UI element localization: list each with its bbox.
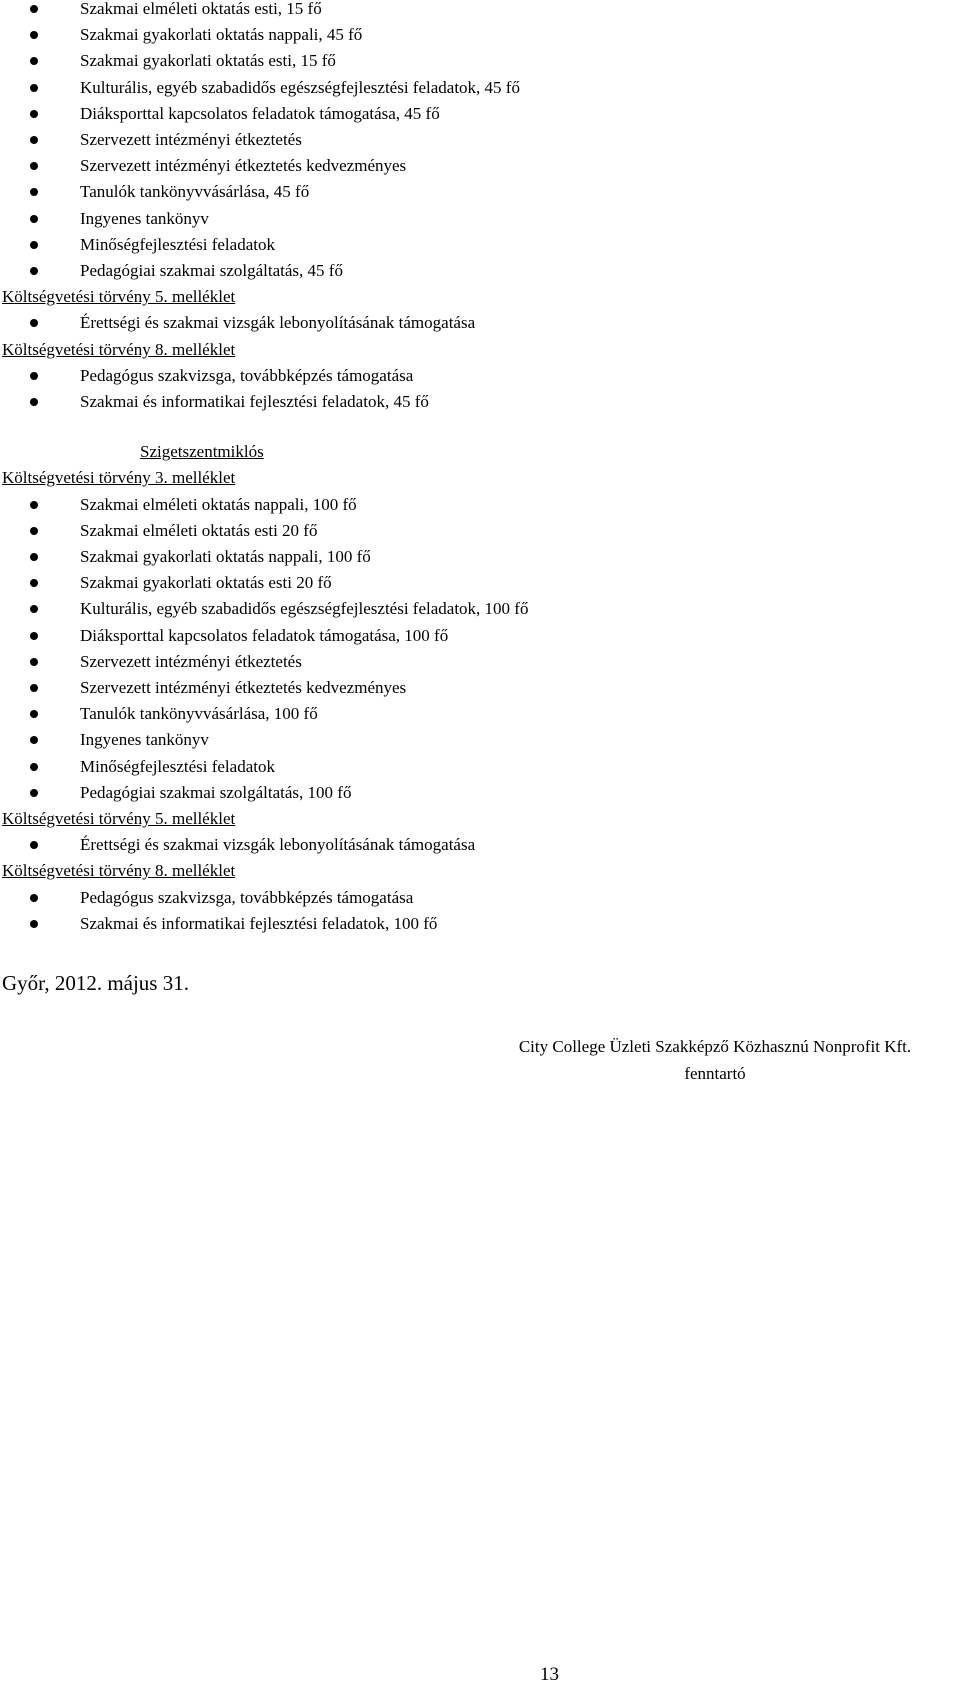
- list-item-text: Diáksporttal kapcsolatos feladatok támogatása, 100 fő: [80, 626, 449, 645]
- date-text: Győr, 2012. május 31.: [2, 971, 189, 995]
- list-item-text: Szervezett intézményi étkeztetés: [80, 652, 302, 671]
- list-item-text: Minőségfejlesztési feladatok: [80, 235, 275, 254]
- bullet-icon: [30, 501, 38, 509]
- bullet-icon: [30, 605, 38, 613]
- list-item-text: Pedagógus szakvizsga, továbbképzés támogatása: [80, 888, 414, 907]
- list-item-text: Szakmai és informatikai fejlesztési feladatok, 45 fő: [80, 392, 429, 411]
- heading-text: Szigetszentmiklós: [140, 442, 264, 461]
- bullet-icon: [30, 553, 38, 561]
- list-item-text: Pedagógiai szakmai szolgáltatás, 100 fő: [80, 783, 352, 802]
- list-item-text: Szakmai gyakorlati oktatás nappali, 100 fő: [80, 547, 371, 566]
- bullet-icon: [30, 31, 38, 39]
- list-item-text: Tanulók tankönyvvásárlása, 45 fő: [80, 182, 310, 201]
- list-item-text: Szakmai gyakorlati oktatás esti 20 fő: [80, 573, 332, 592]
- list-item-text: Szakmai elméleti oktatás nappali, 100 fő: [80, 495, 357, 514]
- list-item-text: Szakmai és informatikai fejlesztési feladatok, 100 fő: [80, 914, 438, 933]
- heading-text: Költségvetési törvény 8. melléklet: [2, 861, 236, 880]
- page-number: 13: [540, 1664, 559, 1685]
- list-item-text: Pedagógus szakvizsga, továbbképzés támogatása: [80, 366, 414, 385]
- bullet-icon: [30, 5, 38, 13]
- bullet-icon: [30, 215, 38, 223]
- heading-text: Költségvetési törvény 5. melléklet: [2, 287, 236, 306]
- bullet-icon: [30, 136, 38, 144]
- bullet-icon: [30, 894, 38, 902]
- bullet-icon: [30, 527, 38, 535]
- list-item-text: Ingyenes tankönyv: [80, 209, 209, 228]
- bullet-icon: [30, 241, 38, 249]
- bullet-icon: [30, 162, 38, 170]
- list-item-text: Szakmai elméleti oktatás esti, 15 fő: [80, 0, 322, 18]
- bullet-icon: [30, 372, 38, 380]
- bullet-icon: [30, 632, 38, 640]
- bullet-icon: [30, 398, 38, 406]
- organization-name: City College Üzleti Szakképző Közhasznú Nonprofit Kft.: [518, 1037, 912, 1056]
- list-item-text: Érettségi és szakmai vizsgák lebonyolításának támogatása: [80, 313, 476, 332]
- list-item-text: Minőségfejlesztési feladatok: [80, 757, 275, 776]
- bullet-icon: [30, 110, 38, 118]
- list-item-text: Diáksporttal kapcsolatos feladatok támogatása, 45 fő: [80, 104, 440, 123]
- list-item-text: Szakmai gyakorlati oktatás esti, 15 fő: [80, 51, 336, 70]
- bullet-icon: [30, 57, 38, 65]
- heading-text: Költségvetési törvény 3. melléklet: [2, 468, 236, 487]
- list-item-text: Szervezett intézményi étkeztetés kedvezményes: [80, 156, 407, 175]
- bullet-icon: [30, 710, 38, 718]
- list-item-text: Szakmai elméleti oktatás esti 20 fő: [80, 521, 318, 540]
- list-item-text: Ingyenes tankönyv: [80, 730, 209, 749]
- bullet-icon: [30, 579, 38, 587]
- bullet-icon: [30, 658, 38, 666]
- organization-role: fenntartó: [684, 1064, 746, 1083]
- list-item-text: Tanulók tankönyvvásárlása, 100 fő: [80, 704, 318, 723]
- list-item-text: Pedagógiai szakmai szolgáltatás, 45 fő: [80, 261, 343, 280]
- bullet-icon: [30, 789, 38, 797]
- bullet-icon: [30, 188, 38, 196]
- bullet-icon: [30, 84, 38, 92]
- bullet-icon: [30, 736, 38, 744]
- list-item-text: Szakmai gyakorlati oktatás nappali, 45 fő: [80, 25, 363, 44]
- bullet-icon: [30, 267, 38, 275]
- list-item-text: Szervezett intézményi étkeztetés: [80, 130, 302, 149]
- bullet-icon: [30, 684, 38, 692]
- bullet-icon: [30, 319, 38, 327]
- heading-text: Költségvetési törvény 5. melléklet: [2, 809, 236, 828]
- list-item-text: Érettségi és szakmai vizsgák lebonyolításának támogatása: [80, 835, 476, 854]
- list-item-text: Kulturális, egyéb szabadidős egészségfejlesztési feladatok, 100 fő: [80, 599, 529, 618]
- bullet-icon: [30, 841, 38, 849]
- list-item-text: Kulturális, egyéb szabadidős egészségfejlesztési feladatok, 45 fő: [80, 78, 520, 97]
- bullet-icon: [30, 763, 38, 771]
- list-item-text: Szervezett intézményi étkeztetés kedvezményes: [80, 678, 407, 697]
- heading-text: Költségvetési törvény 8. melléklet: [2, 340, 236, 359]
- bullet-icon: [30, 920, 38, 928]
